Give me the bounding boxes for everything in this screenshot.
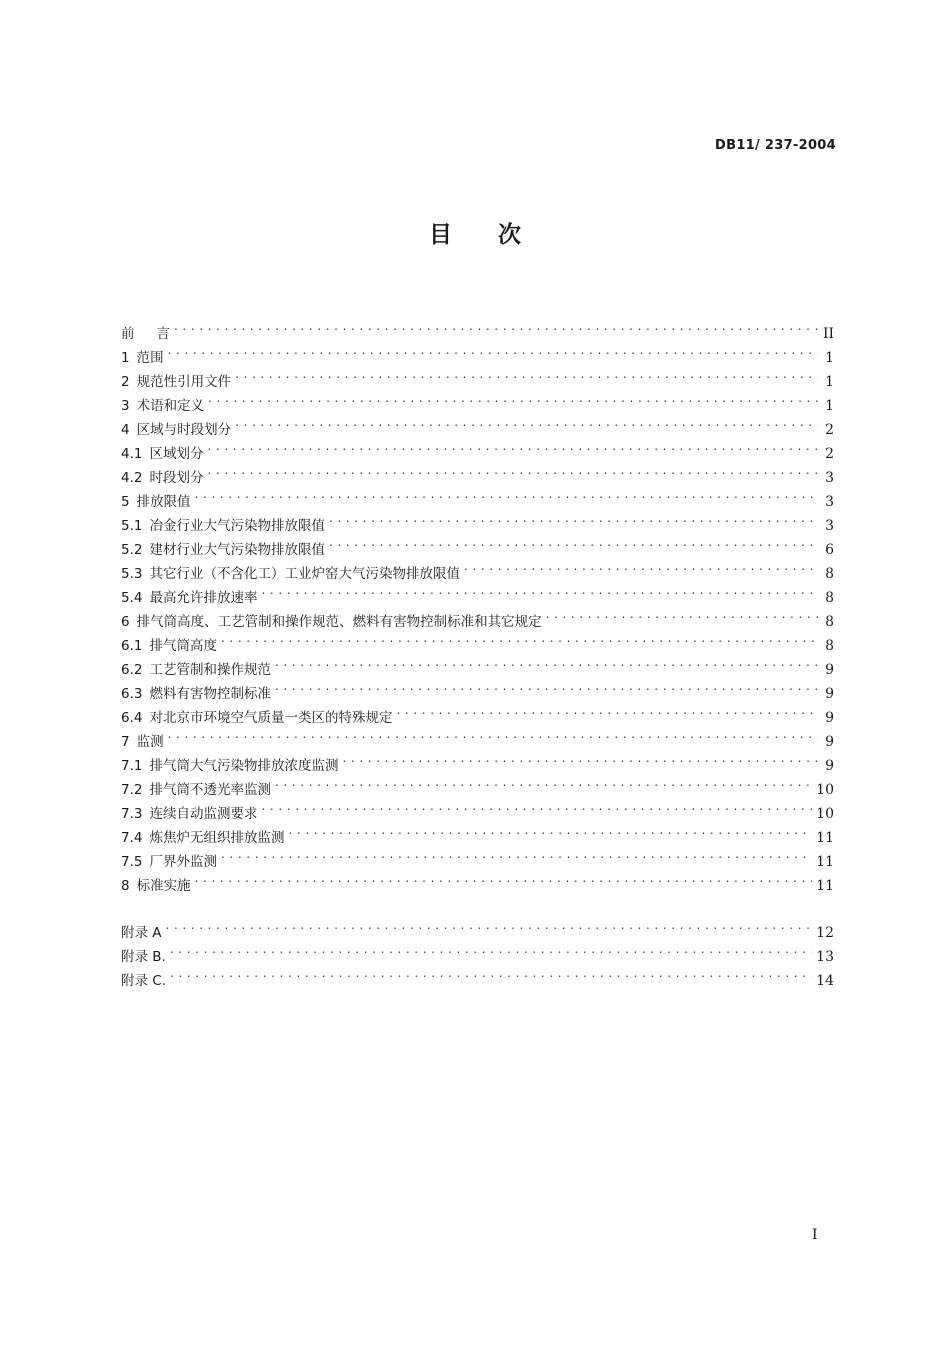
toc-leader-dots — [207, 458, 818, 482]
toc-entry[interactable] — [121, 434, 834, 462]
toc-entry-title: 排气筒高度 — [149, 638, 217, 654]
toc-entry-page: II — [822, 326, 834, 342]
toc-entry-title: 言 — [156, 326, 170, 342]
toc-leader-dots — [261, 794, 812, 818]
toc-entry-page: 13 — [816, 949, 834, 965]
toc-entry-title: 对北京市环境空气质量一类区的特殊规定 — [149, 710, 393, 726]
toc-entry-number: 8 — [121, 878, 130, 894]
page-number: I — [812, 1227, 818, 1243]
toc-entry[interactable] — [121, 626, 834, 654]
toc-entry[interactable] — [121, 650, 834, 678]
toc-entry-title: 标准实施 — [136, 878, 191, 894]
toc-entry[interactable] — [121, 338, 834, 366]
toc-entry-title: 排气筒高度、工艺管制和操作规范、燃料有害物控制标准和其它规定 — [136, 614, 542, 630]
toc-entry-label — [121, 514, 325, 538]
toc-group-separator — [121, 890, 834, 913]
toc-entry-page: 9 — [825, 710, 834, 726]
toc-entry-page: 8 — [825, 638, 834, 654]
toc-entry-label — [121, 490, 191, 514]
toc-entry-page: 8 — [825, 614, 834, 630]
toc-entry-label — [121, 682, 271, 706]
toc-leader-dots — [174, 314, 818, 338]
toc-entry-number: 6 — [121, 614, 130, 630]
toc-entry-number: 6.1 — [121, 638, 143, 654]
toc-entry-title: 监测 — [136, 734, 164, 750]
toc-entry-title: 最高允许排放速率 — [149, 590, 258, 606]
toc-leader-dots — [235, 362, 818, 386]
toc-leader-dots — [170, 961, 812, 985]
toc-entry[interactable] — [121, 458, 834, 486]
toc-entry-page: 3 — [825, 470, 834, 486]
toc-entry-page: 12 — [816, 925, 834, 941]
toc-entry-number: 5 — [121, 494, 130, 510]
toc-entry-number: 7.4 — [121, 830, 143, 846]
toc-entry-number: 4.1 — [121, 446, 143, 462]
toc-entry-number: 7.2 — [121, 782, 143, 798]
toc-entry-page: 3 — [825, 518, 834, 534]
toc-entry[interactable] — [121, 386, 834, 414]
toc-entry-title: 炼焦炉无组织排放监测 — [149, 830, 285, 846]
table-of-contents — [121, 314, 834, 989]
toc-leader-dots — [275, 674, 818, 698]
toc-entry-title: 建材行业大气污染物排放限值 — [149, 542, 325, 558]
toc-entry-number: 5.1 — [121, 518, 143, 534]
toc-entry-title: 附录 B. — [121, 949, 166, 965]
toc-leader-dots — [221, 842, 812, 866]
toc-entry[interactable] — [121, 410, 834, 438]
toc-leader-dots — [329, 530, 818, 554]
toc-entry[interactable] — [121, 842, 834, 870]
toc-entry-page: 9 — [825, 662, 834, 678]
toc-entry[interactable] — [121, 506, 834, 534]
toc-entry-number: 5.3 — [121, 566, 143, 582]
toc-entry-title: 工艺管制和操作规范 — [149, 662, 271, 678]
page-title-char-2: 次 — [498, 222, 521, 248]
page-title-char-1: 目 — [429, 222, 452, 248]
toc-entry-title: 冶金行业大气污染物排放限值 — [149, 518, 325, 534]
toc-entry-title: 连续自动监测要求 — [149, 806, 258, 822]
toc-leader-dots — [261, 578, 818, 602]
toc-entry[interactable] — [121, 866, 834, 894]
toc-entry-label — [121, 730, 164, 754]
toc-entry-number: 4.2 — [121, 470, 143, 486]
toc-entry-number: 2 — [121, 374, 130, 390]
toc-entry-page: 10 — [816, 806, 834, 822]
toc-entry-title: 附录 A — [121, 925, 162, 941]
toc-leader-dots — [208, 386, 818, 410]
toc-entry[interactable] — [121, 722, 834, 750]
toc-appendix-entry[interactable] — [121, 913, 834, 941]
toc-leader-dots — [464, 554, 818, 578]
toc-entry[interactable] — [121, 482, 834, 510]
toc-appendix-entry[interactable] — [121, 937, 834, 965]
toc-entry-page: 9 — [825, 686, 834, 702]
toc-entry-title: 区域划分 — [149, 446, 204, 462]
toc-entry-page: 9 — [825, 758, 834, 774]
toc-entry-page: 2 — [825, 446, 834, 462]
toc-entry-number: 7.5 — [121, 854, 143, 870]
toc-entry-title: 附录 C. — [121, 973, 167, 989]
toc-entry-number: 前 — [121, 326, 135, 342]
toc-entry-number: 5.4 — [121, 590, 143, 606]
toc-entry-number: 6.3 — [121, 686, 143, 702]
toc-entry-page: 2 — [825, 422, 834, 438]
toc-entry-page: 8 — [825, 566, 834, 582]
toc-entry-page: 8 — [825, 590, 834, 606]
toc-entry-label — [121, 802, 257, 826]
toc-entry-number: 1 — [121, 350, 130, 366]
toc-entry-title: 其它行业（不含化工）工业炉窑大气污染物排放限值 — [149, 566, 460, 582]
toc-entry-page: 3 — [825, 494, 834, 510]
toc-entry-number: 3 — [121, 398, 130, 414]
toc-entry[interactable] — [121, 746, 834, 774]
toc-entry-label — [121, 466, 203, 490]
toc-entry-page: 1 — [825, 374, 834, 390]
toc-entry-number: 7.3 — [121, 806, 143, 822]
toc-entry-label — [121, 322, 170, 346]
toc-leader-dots — [396, 698, 818, 722]
toc-entry-page: 1 — [825, 398, 834, 414]
toc-entry-title: 厂界外监测 — [149, 854, 217, 870]
toc-entry-title: 排气筒大气污染物排放浓度监测 — [149, 758, 339, 774]
toc-entry-label — [121, 658, 271, 682]
toc-entry-title: 区域与时段划分 — [136, 422, 232, 438]
toc-entry-page: 14 — [816, 973, 834, 989]
toc-entry-number: 7.1 — [121, 758, 143, 774]
toc-entry-label — [121, 586, 257, 610]
toc-entry[interactable] — [121, 362, 834, 390]
toc-entry-number: 6.2 — [121, 662, 143, 678]
toc-leader-dots — [207, 434, 818, 458]
toc-entry-title: 时段划分 — [149, 470, 204, 486]
toc-entry-page: 11 — [816, 830, 834, 846]
toc-leader-dots — [275, 650, 818, 674]
toc-entry-label — [121, 442, 203, 466]
toc-appendix-entry[interactable] — [121, 961, 834, 989]
toc-leader-dots — [170, 937, 812, 961]
toc-entry-label — [121, 538, 325, 562]
toc-entry-title: 排放限值 — [136, 494, 191, 510]
toc-leader-dots — [275, 770, 812, 794]
toc-leader-dots — [342, 746, 818, 770]
toc-entry-label — [121, 634, 217, 658]
toc-leader-dots — [168, 722, 818, 746]
toc-entry-foreword[interactable] — [121, 314, 834, 342]
toc-entry-page: 9 — [825, 734, 834, 750]
toc-entry-page: 11 — [816, 854, 834, 870]
toc-leader-dots — [546, 602, 818, 626]
toc-entry-page: 10 — [816, 782, 834, 798]
toc-entry-number: 4 — [121, 422, 130, 438]
toc-leader-dots — [235, 410, 818, 434]
document-code: DB11/ 237-2004 — [715, 138, 836, 153]
toc-entry-label — [121, 874, 191, 898]
toc-entry-title: 规范性引用文件 — [136, 374, 232, 390]
toc-entry-label — [121, 778, 271, 802]
toc-entry-title: 排气筒不透光率监测 — [149, 782, 271, 798]
toc-entry-title: 术语和定义 — [136, 398, 205, 414]
toc-leader-dots — [288, 818, 812, 842]
toc-leader-dots — [166, 913, 813, 937]
toc-entry-number: 7 — [121, 734, 130, 750]
toc-entry-title: 燃料有害物控制标准 — [149, 686, 271, 702]
toc-leader-dots — [195, 482, 818, 506]
toc-leader-dots — [168, 338, 818, 362]
toc-entry-title: 范围 — [136, 350, 164, 366]
toc-entry-page: 11 — [816, 878, 834, 894]
toc-entry-label — [121, 346, 164, 370]
toc-leader-dots — [221, 626, 818, 650]
toc-entry-label — [121, 394, 204, 418]
toc-entry-number: 6.4 — [121, 710, 143, 726]
toc-leader-dots — [329, 506, 818, 530]
toc-entry-number: 5.2 — [121, 542, 143, 558]
toc-leader-dots — [195, 866, 813, 890]
toc-entry-page: 6 — [825, 542, 834, 558]
page-title — [0, 216, 950, 249]
toc-entry-page: 1 — [825, 350, 834, 366]
